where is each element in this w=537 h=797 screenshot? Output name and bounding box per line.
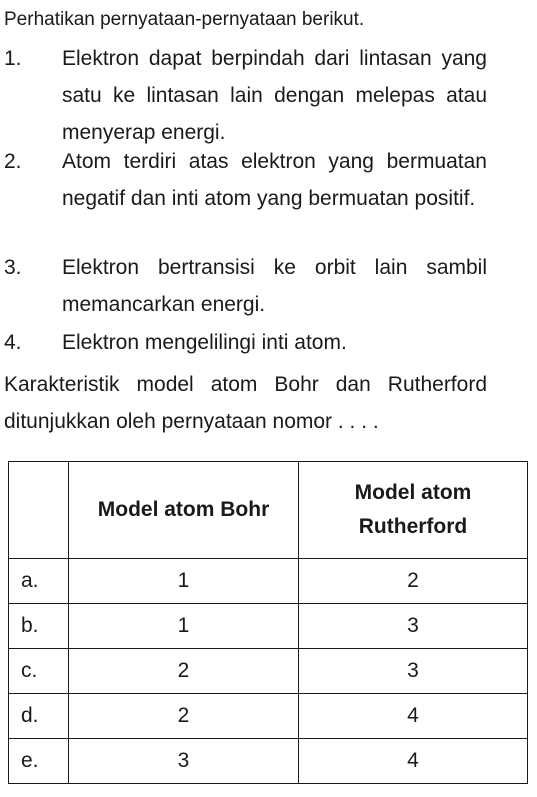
statement-number: 3. [4, 256, 22, 279]
table-header-row [9, 462, 528, 559]
header-bohr [69, 462, 299, 559]
statement-text: Elektron mengelilingi inti atom. [62, 331, 347, 354]
statement-text: Atom terdiri atas elektron yang bermuatan negatif dan inti atom yang bermuatan positif. [62, 150, 487, 210]
header-bohr-label: Model atom Bohr [97, 498, 270, 521]
header-option [9, 462, 69, 559]
rutherford-value: 3 [299, 604, 528, 649]
statement-text: Elektron bertransisi ke orbit lain sambil memancarkan energi. [62, 256, 487, 316]
bohr-value: 2 [69, 694, 299, 739]
statement-number: 2. [4, 150, 22, 173]
option-label: d. [9, 694, 69, 739]
statement-3 [4, 249, 487, 323]
table-row [9, 559, 528, 604]
rutherford-value: 4 [299, 739, 528, 784]
rutherford-value: 2 [299, 559, 528, 604]
table-row [9, 694, 528, 739]
statement-text: Elektron dapat berpindah dari lintasan yang satu ke lintasan lain dengan melepas atau menyerap energi. [62, 47, 487, 144]
header-rutherford [299, 462, 528, 559]
option-label: c. [9, 649, 69, 694]
statement-4 [4, 324, 487, 361]
bohr-value: 2 [69, 649, 299, 694]
answer-table [8, 461, 528, 784]
bohr-value: 1 [69, 559, 299, 604]
rutherford-value: 3 [299, 649, 528, 694]
statement-1 [4, 40, 487, 151]
statement-number: 1. [4, 47, 22, 70]
option-label: e. [9, 739, 69, 784]
header-rutherford-label: Model atom Rutherford [354, 481, 472, 538]
statement-number: 4. [4, 331, 22, 354]
statement-2 [4, 143, 487, 254]
table-row [9, 604, 528, 649]
bohr-value: 3 [69, 739, 299, 784]
option-label: b. [9, 604, 69, 649]
option-label: a. [9, 559, 69, 604]
rutherford-value: 4 [299, 694, 528, 739]
table-row [9, 739, 528, 784]
bohr-value: 1 [69, 604, 299, 649]
question-text: Karakteristik model atom Bohr dan Rutherford ditunjukkan oleh pernyataan nomor . . . . [4, 373, 487, 433]
table-row [9, 649, 528, 694]
intro-text: Perhatikan pernyataan-pernyataan berikut. [4, 9, 365, 30]
